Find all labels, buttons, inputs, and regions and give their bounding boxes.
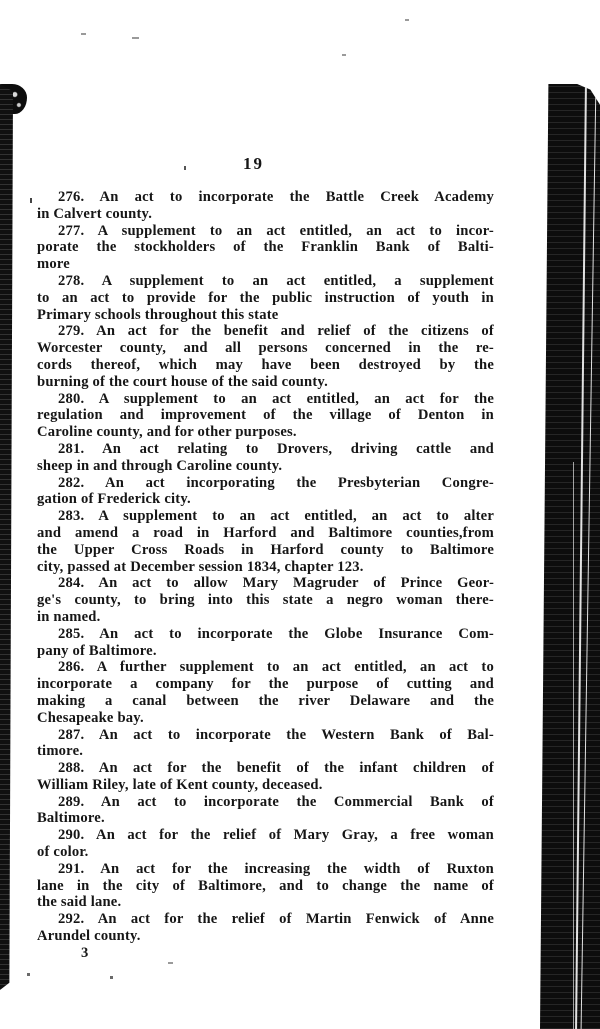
act-line: incorporate a company for the purpose of cutting and: [37, 676, 494, 693]
act-entry-277: [37, 223, 494, 273]
act-line: 284. An act to allow Mary Magruder of Prince Geor-: [58, 575, 494, 592]
act-list: [37, 189, 494, 945]
printer-signature-mark: 3: [81, 944, 89, 961]
scan-speck: [81, 33, 86, 35]
scan-speck: [168, 962, 173, 964]
act-line: lane in the city of Baltimore, and to change the name of: [37, 877, 494, 894]
act-entry-292: [37, 911, 494, 945]
act-line: 285. An act to incorporate the Globe Insurance Com-: [58, 625, 494, 642]
page-number: 19: [243, 154, 264, 173]
act-line: 286. A further supplement to an act entitled, an act to: [58, 659, 494, 676]
act-line: burning of the court house of the said county.: [37, 373, 328, 390]
act-entry-278: [37, 273, 494, 323]
act-line: the Upper Cross Roads in Harford county to Baltimore: [37, 541, 494, 558]
act-line: sheep in and through Caroline county.: [37, 457, 283, 474]
act-line: pany of Baltimore.: [37, 642, 157, 659]
act-line: Worcester county, and all persons concerned in the re-: [37, 340, 494, 357]
act-line: in named.: [37, 608, 101, 625]
scan-speck: [405, 19, 409, 21]
act-line: Chesapeake bay.: [37, 709, 144, 726]
act-line: Primary schools throughout this state: [37, 306, 279, 323]
act-line: 290. An act for the relief of Mary Gray, a free woman: [58, 827, 494, 844]
act-line: gation of Frederick city.: [37, 491, 191, 508]
scan-speck: [110, 976, 113, 979]
act-entry-276: [37, 189, 494, 223]
scan-binding-band-right: [540, 84, 600, 1029]
act-entry-289: [37, 794, 494, 828]
act-entry-291: [37, 861, 494, 911]
scan-speck: [30, 198, 32, 203]
act-line: 291. An act for the increasing the width of Ruxton: [58, 860, 494, 877]
act-line: porate the stockholders of the Franklin Bank of Balti-: [37, 239, 494, 256]
act-entry-283: [37, 508, 494, 575]
scan-binding-band-left: [0, 84, 13, 990]
scan-speck: [132, 37, 139, 39]
act-line: 281. An act relating to Drovers, driving cattle and: [58, 440, 494, 457]
act-line: Baltimore.: [37, 810, 105, 827]
act-line: 277. A supplement to an act entitled, an act to incor-: [58, 222, 494, 239]
act-line: 282. An act incorporating the Presbyterian Congre-: [58, 474, 494, 491]
act-line: 289. An act to incorporate the Commercial Bank of: [58, 793, 494, 810]
act-line: Caroline county, and for other purposes.: [37, 424, 297, 441]
page-content: [37, 153, 494, 962]
act-line: regulation and improvement of the village of Denton in: [37, 407, 494, 424]
act-entry-282: [37, 475, 494, 509]
act-entry-284: [37, 575, 494, 625]
act-line: to an act to provide for the public instruction of youth in: [37, 289, 494, 306]
act-line: 278. A supplement to an act entitled, a supplement: [58, 272, 494, 289]
scan-speck: [27, 973, 30, 976]
act-line: cords thereof, which may have been destroyed by the: [37, 356, 494, 373]
act-entry-290: [37, 827, 494, 861]
act-entry-285: [37, 626, 494, 660]
act-entry-279: [37, 323, 494, 390]
act-line: 287. An act to incorporate the Western Bank of Bal-: [58, 726, 494, 743]
scan-speck: [342, 54, 346, 56]
act-line: of color.: [37, 844, 89, 861]
act-line: the said lane.: [37, 894, 122, 911]
act-entry-288: [37, 760, 494, 794]
act-entry-287: [37, 727, 494, 761]
act-line: timore.: [37, 743, 84, 760]
act-entry-281: [37, 441, 494, 475]
act-line: Arundel county.: [37, 928, 141, 945]
act-line: making a canal between the river Delaware and the: [37, 692, 494, 709]
act-line: 280. A supplement to an act entitled, an act for the: [58, 390, 494, 407]
scan-white-streak: [573, 462, 574, 1029]
act-line: ge's county, to bring into this state a negro woman there-: [37, 592, 494, 609]
scan-white-streak: [575, 84, 587, 1029]
act-entry-286: [37, 659, 494, 726]
act-line: 279. An act for the benefit and relief of the citizens of: [58, 323, 494, 340]
act-line: William Riley, late of Kent county, deceased.: [37, 776, 323, 793]
act-entry-280: [37, 391, 494, 441]
act-line: 283. A supplement to an act entitled, an act to alter: [58, 508, 494, 525]
act-line: 288. An act for the benefit of the infant children of: [58, 760, 494, 777]
act-line: more: [37, 256, 70, 273]
act-line: in Calvert county.: [37, 205, 153, 222]
act-line: and amend a road in Harford and Baltimore counties,from: [37, 524, 494, 541]
act-line: 292. An act for the relief of Martin Fenwick of Anne: [58, 911, 494, 928]
act-line: 276. An act to incorporate the Battle Creek Academy: [58, 189, 494, 205]
act-line: city, passed at December session 1834, chapter 123.: [37, 558, 364, 575]
